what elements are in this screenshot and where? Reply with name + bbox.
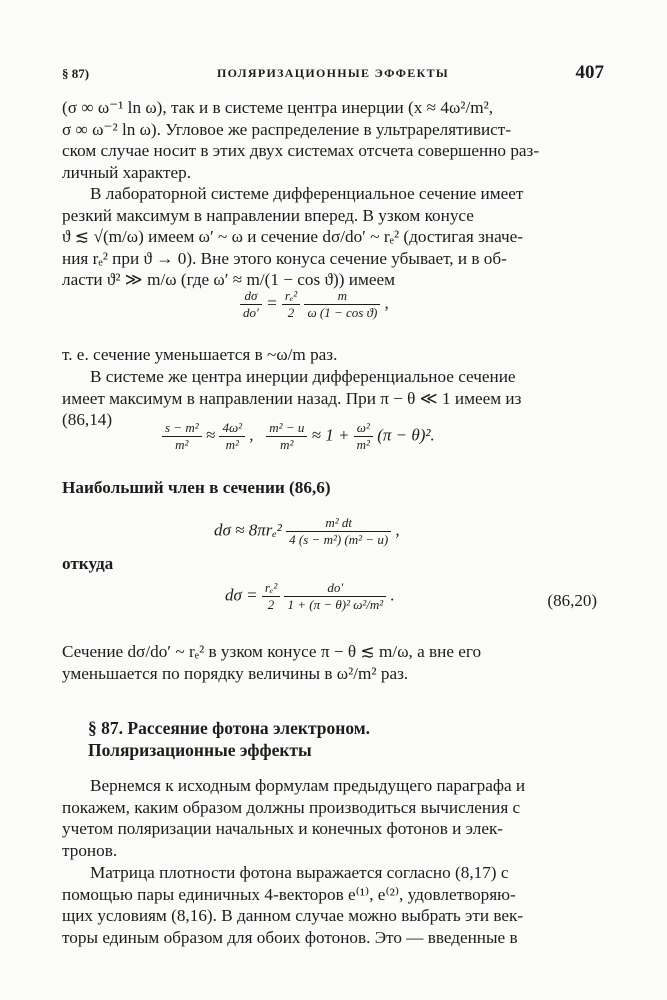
paragraph-narrow-cone xyxy=(62,641,598,684)
fraction: $\frac{\text{s − m²}}{\text{m²}}$ xyxy=(162,420,202,453)
text-line: σ ∞ ω⁻² ln ω). Угловое же распределение в ультрарелятивист- xyxy=(62,119,512,139)
header-section: § 87) xyxy=(62,66,90,81)
text-line: ском случае носит в этих двух системах отсчета совершенно раз- xyxy=(62,141,540,160)
text-line: ϑ ≲ √(m/ω) имеем ω′ ~ ω и сечение dσ/do′ ~ rₑ² (достигая значе- xyxy=(62,227,524,246)
equation-2: $\frac{\text{s − m²}}{\text{m²}}$ ≈ $\frac{\text{4ω²}}{\text{m²}}$ , $\frac{\text{m² − u}}{\text{m²}}$ ≈ 1 + $\frac{\text{ω²}}{\text{m²}}$ (π − θ)². xyxy=(162,420,435,453)
text-line: щих условиям (8,16). В данном случае можно выбрать эти век- xyxy=(62,906,524,925)
text-line: покажем, каким образом должны производиться вычисления с xyxy=(62,797,521,817)
text-line: торы единым образом для обоих фотонов. Это — введенные в xyxy=(62,927,518,947)
text-line: Матрица плотности фотона выражается согласно (8,17) с xyxy=(90,863,509,882)
equation-1: $\frac{d\sigma}{do'}$ = $\frac{\text{rₑ²}}{2}$ $\frac{m}{\text{ω (1 − cos ϑ)}}$ , xyxy=(240,288,389,321)
equation-3: dσ ≈ 8πrₑ² $\frac{\text{m² dt}}{\text{4 (s − m²) (m² − u)}}$ , xyxy=(214,515,400,547)
text-line: ния rₑ² при ϑ → 0). Вне этого конуса сечение убывает, и в об- xyxy=(62,248,507,268)
section-title-line: Поляризационные эффекты xyxy=(88,740,312,760)
text-line: т. е. сечение уменьшается в ~ω/m раз. xyxy=(62,345,338,364)
equation-number: (86,20) xyxy=(547,591,597,610)
text-line: В системе же центра инерции дифференциальное сечение xyxy=(90,367,516,386)
paragraph-lab-system xyxy=(62,183,598,291)
text-line: имеет максимум в направлении назад. При π − θ ≪ 1 имеем из xyxy=(62,388,522,408)
fraction: $\frac{\text{4ω²}}{\text{m²}}$ xyxy=(219,420,245,453)
text-line: учетом поляризации начальных и конечных фотонов и элек- xyxy=(62,819,504,838)
fraction: $\frac{\text{ω²}}{\text{m²}}$ xyxy=(354,420,373,453)
text-line: помощью пары единичных 4-векторов e⁽¹⁾, e⁽²⁾, удовлетворяю- xyxy=(62,884,516,904)
fraction: $\frac{\text{m² − u}}{\text{m²}}$ xyxy=(266,420,307,453)
fraction: $\frac{m}{\text{ω (1 − cos ϑ)}}$ xyxy=(304,288,380,321)
equation-4: dσ = $\frac{\text{rₑ²}}{2}$ $\frac{do'}{\text{1 + (π − θ)² ω²/m²}}$ . xyxy=(225,580,395,612)
header-title: ПОЛЯРИЗАЦИОННЫЕ ЭФФЕКТЫ xyxy=(216,66,449,80)
text-line: ласти ϑ² ≫ m/ω (где ω′ ≈ m/(1 − cos ϑ)) имеем xyxy=(62,270,395,289)
fraction: $\frac{d\sigma}{do'}$ xyxy=(240,288,262,321)
text-line: резкий максимум в направлении вперед. В узком конусе xyxy=(62,205,474,225)
fraction: $\frac{\text{rₑ²}}{2}$ xyxy=(262,580,280,613)
paragraph-decrease xyxy=(62,344,598,366)
text-heading-largest-term: Наибольший член в сечении (86,6) xyxy=(62,478,331,497)
text-line: Сечение dσ/do′ ~ rₑ² в узком конусе π − θ ≲ m/ω, а вне его xyxy=(62,642,482,661)
paragraph-density-matrix xyxy=(62,862,598,948)
page-number: 407 xyxy=(575,62,604,83)
paragraph-continuation xyxy=(62,97,598,183)
text-whence: откуда xyxy=(62,554,114,573)
fraction: $\frac{\text{rₑ²}}{2}$ xyxy=(282,288,300,321)
section-title-line: § 87. Рассеяние фотона электроном. xyxy=(88,718,371,738)
text-line: В лабораторной системе дифференциальное сечение имеет xyxy=(90,184,524,203)
paragraph-return xyxy=(62,775,598,861)
text-line: уменьшается по порядку величины в ω²/m² раз. xyxy=(62,663,409,683)
section-title xyxy=(88,717,370,761)
text-line: тронов. xyxy=(62,840,118,860)
running-header xyxy=(62,62,604,86)
fraction: $\frac{do'}{\text{1 + (π − θ)² ω²/m²}}$ xyxy=(284,580,386,613)
fraction: $\frac{\text{m² dt}}{\text{4 (s − m²) (m² − u)}}$ xyxy=(286,515,391,548)
text-line: (86,14) xyxy=(62,410,113,429)
text-line: (σ ∞ ω⁻¹ ln ω), так и в системе центра инерции (x ≈ 4ω²/m², xyxy=(62,98,494,117)
text-line: Вернемся к исходным формулам предыдущего параграфа и xyxy=(90,776,526,795)
text-line: личный характер. xyxy=(62,162,192,182)
